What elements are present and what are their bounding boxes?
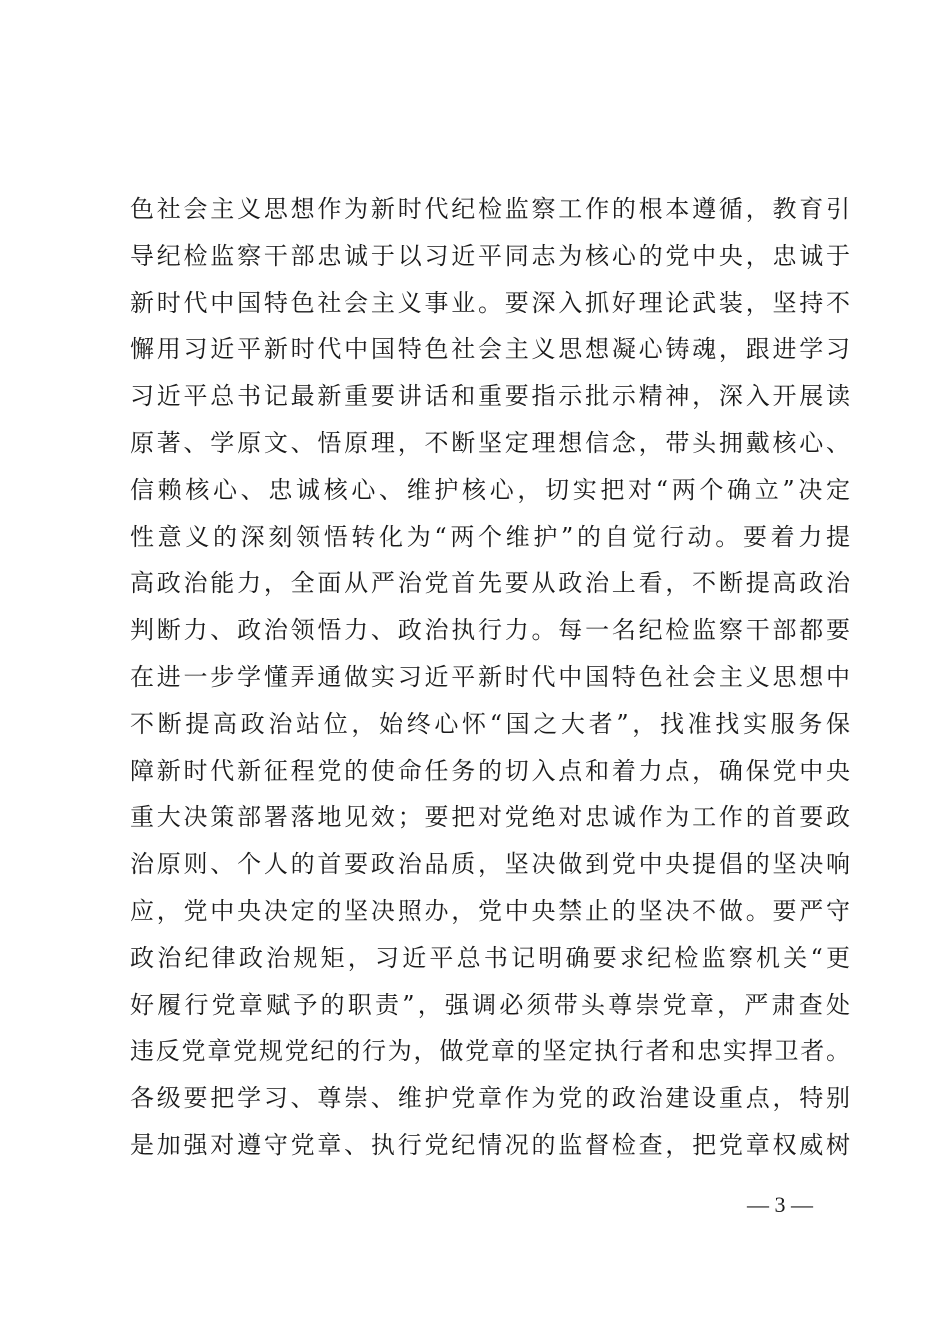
text-line: 不断提高政治站位，始终心怀“国之大者”，找准找实服务保 <box>130 709 850 738</box>
text-line: 是加强对遵守党章、执行党纪情况的监督检查，把党章权威树 <box>130 1130 850 1159</box>
text-line: 新时代中国特色社会主义事业。要深入抓好理论武装，坚持不 <box>130 288 850 317</box>
text-line: 在进一步学懂弄通做实习近平新时代中国特色社会主义思想中 <box>130 662 850 691</box>
text-line: 重大决策部署落地见效；要把对党绝对忠诚作为工作的首要政 <box>130 803 850 832</box>
text-line: 违反党章党规党纪的行为，做党章的坚定执行者和忠实捍卫者。 <box>130 1037 850 1066</box>
text-line: 应，党中央决定的坚决照办，党中央禁止的坚决不做。要严守 <box>130 896 850 925</box>
text-line: 政治纪律政治规矩，习近平总书记明确要求纪检监察机关“更 <box>130 943 850 972</box>
text-line: 懈用习近平新时代中国特色社会主义思想凝心铸魂，跟进学习 <box>130 335 850 364</box>
text-line: 好履行党章赋予的职责”，强调必须带头尊崇党章，严肃查处 <box>130 990 850 1019</box>
text-line: 性意义的深刻领悟转化为“两个维护”的自觉行动。要着力提 <box>130 522 850 551</box>
body-text <box>130 186 850 1169</box>
page-number: — 3 — <box>747 1192 813 1217</box>
text-line: 高政治能力，全面从严治党首先要从政治上看，不断提高政治 <box>130 569 850 598</box>
text-line: 治原则、个人的首要政治品质，坚决做到党中央提倡的坚决响 <box>130 850 850 879</box>
text-line: 判断力、政治领悟力、政治执行力。每一名纪检监察干部都要 <box>130 616 850 645</box>
text-line: 障新时代新征程党的使命任务的切入点和着力点，确保党中央 <box>130 756 850 785</box>
text-line: 原著、学原文、悟原理，不断坚定理想信念，带头拥戴核心、 <box>130 428 850 457</box>
text-line: 色社会主义思想作为新时代纪检监察工作的根本遵循，教育引 <box>130 195 850 223</box>
text-line: 信赖核心、忠诚核心、维护核心，切实把对“两个确立”决定 <box>130 475 850 504</box>
text-line: 导纪检监察干部忠诚于以习近平同志为核心的党中央，忠诚于 <box>130 241 850 270</box>
text-line: 习近平总书记最新重要讲话和重要指示批示精神，深入开展读 <box>130 382 850 411</box>
text-line: 各级要把学习、尊崇、维护党章作为党的政治建设重点，特别 <box>130 1084 850 1113</box>
